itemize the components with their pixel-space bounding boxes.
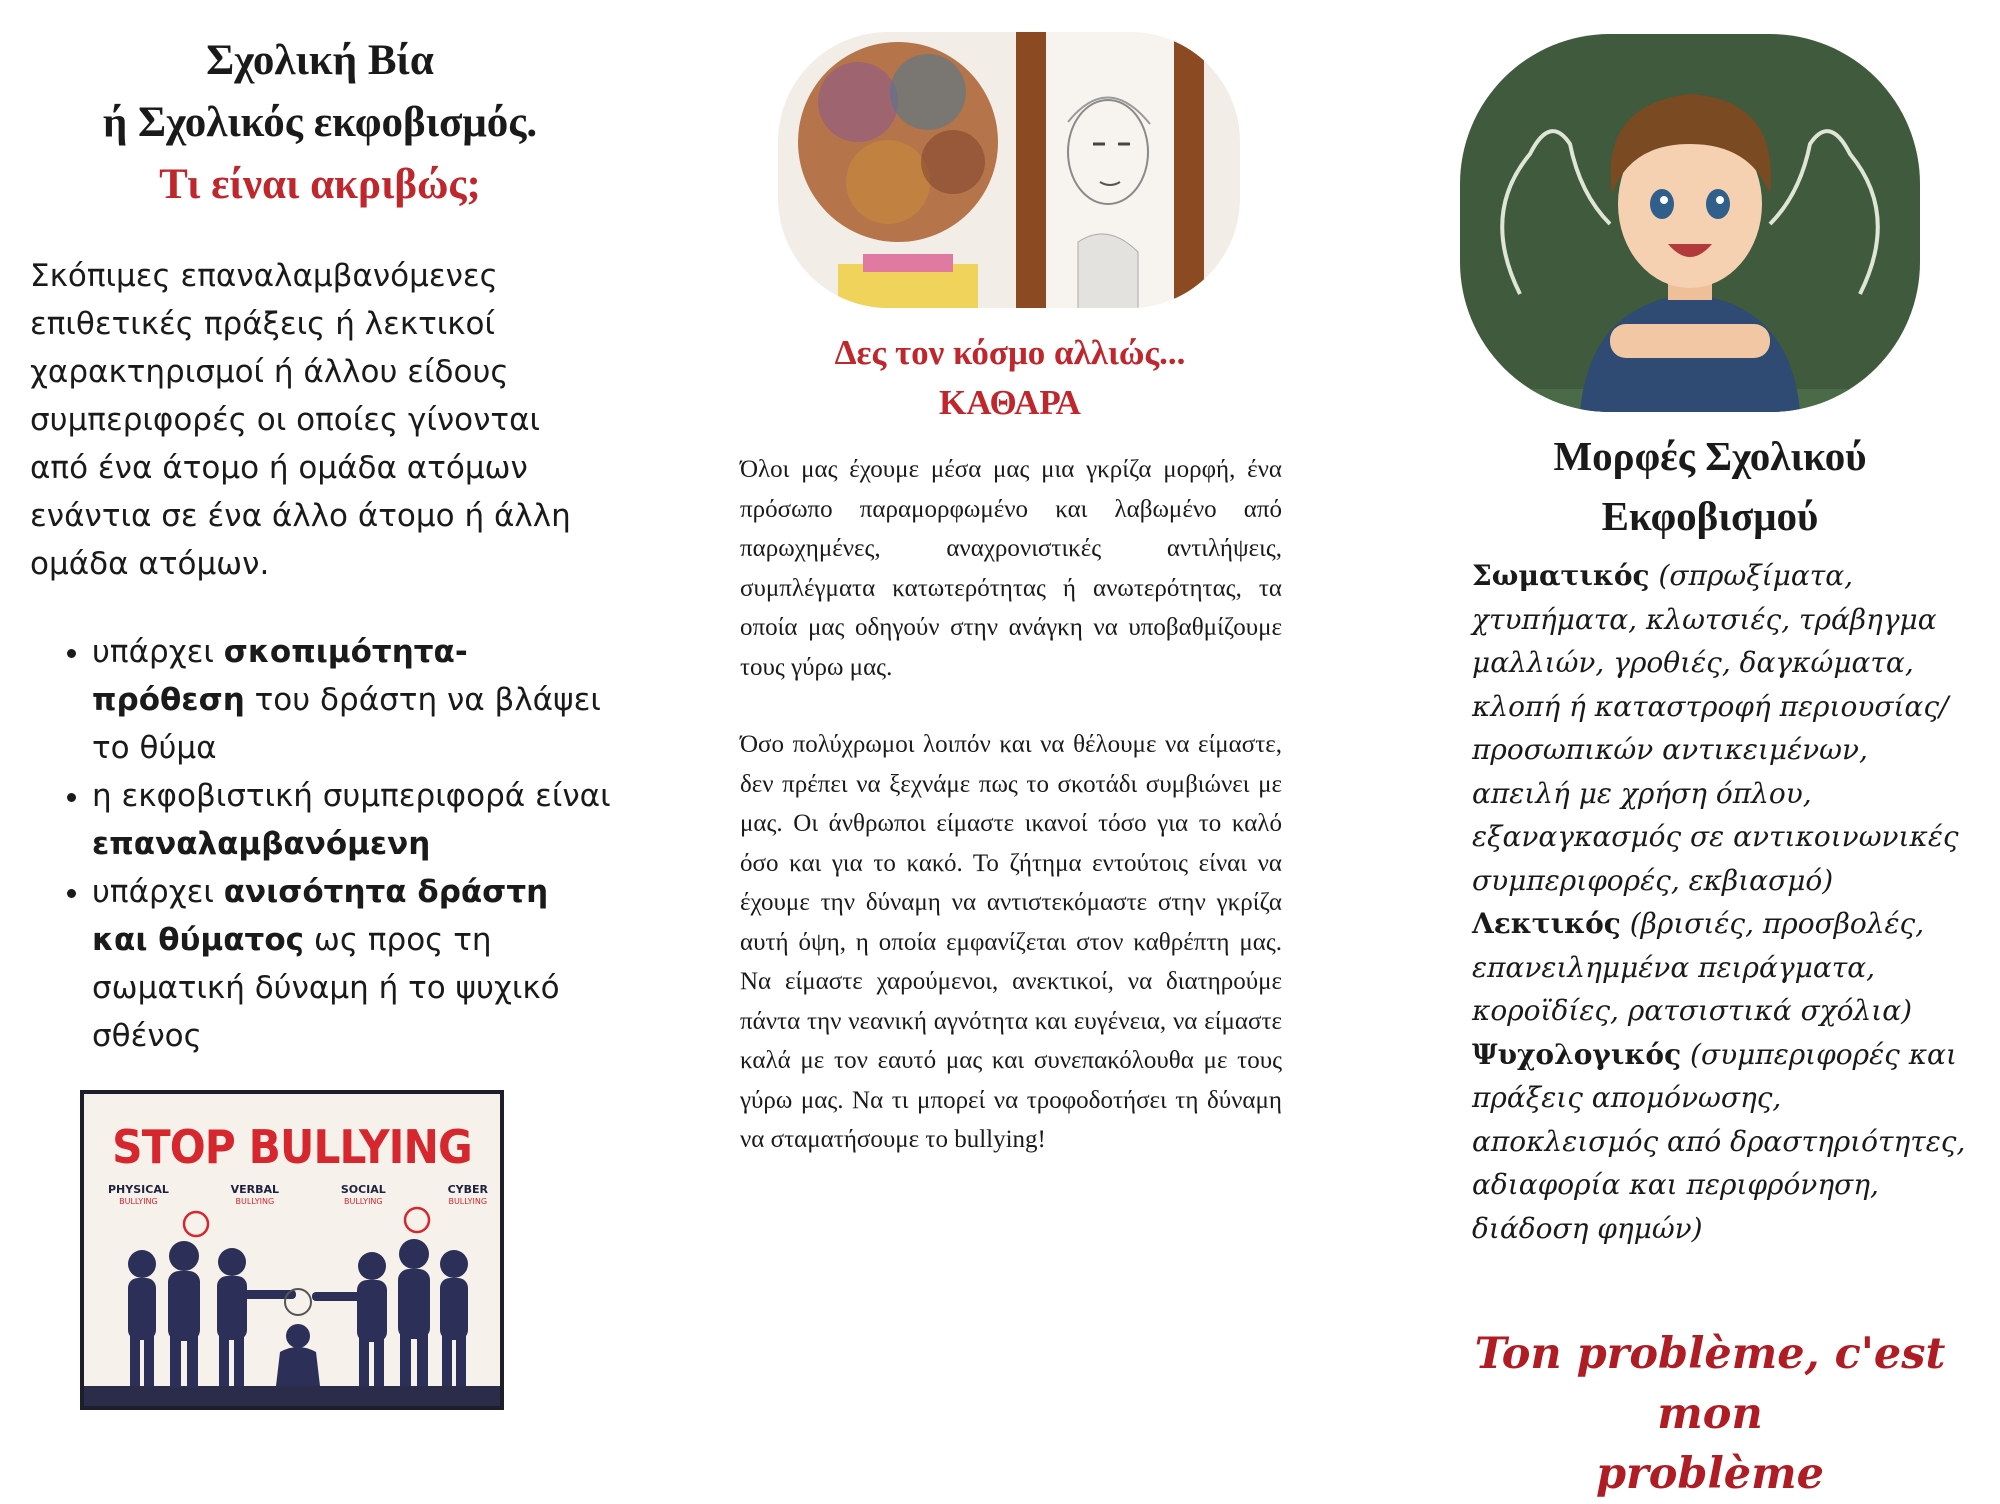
title-line1: Σχολική Βία: [206, 37, 434, 84]
mid-heading-line2: ΚΑΘΑΡΑ: [939, 383, 1081, 422]
mid-paragraph-2: Όσο πολύχρωμοι λοιπόν και να θέλουμε να είμαστε, δεν πρέπει να ξεχνάμε πως το σκοτάδι συμβιώνει με μας. Οι άνθρωποι είμαστε ικανοί τόσο για το καλό όσο και για το κακό. Το ζήτημα εντούτοις είναι να έχουμε την δύναμη να αντιστεκόμαστε στην γκρίζα αυτή όψη, η οποία εμφανίζεται στον καθρέπτη μας. Να είμαστε χαρούμενοι, ανεκτικοί, να διατηρούμε πάντα την νεανική αγνότητα και ευγένεια, να είμαστε καλά με τον εαυτό μας και συνεπακόλουθα με τους γύρω μας. Να τι μπορεί να τροφοδοτήσει τη δύναμη να σταματήσουμε το bullying!: [740, 731, 1282, 1153]
poster-type-physical: PHYSICAL BULLYING: [108, 1183, 169, 1206]
form-physical: Σωματικός (σπρωξίματα, χτυπήματα, κλωτσιές, τράβηγμα μαλλιών, γροθιές, δαγκώματα, κλοπή ή καταστροφή περιουσίας/ προσωπικών αντικειμένων, απειλή με χρήση όπλου, εξαναγκασμός σε αντικοινωνικές συμπεριφορές, εκβιασμό): [1472, 559, 1959, 897]
title-line2: ή Σχολικός εκφοβισμός.: [102, 99, 538, 146]
poster-types: [108, 1184, 488, 1208]
poster-type-cyber: CYBER BULLYING: [447, 1183, 488, 1206]
poster-type-verbal: VERBAL BULLYING: [230, 1183, 280, 1206]
form-psychological: Ψυχολογικός (συμπεριφορές και πράξεις απομόνωσης, αποκλεισμός από δραστηριότητες, αδιαφορία και περιφρόνηση, διάδοση φημών): [1472, 1037, 1966, 1245]
right-heading-line2: Εκφοβισμού: [1601, 493, 1819, 539]
form-verbal: Λεκτικός (βρισιές, προσβολές, επανειλημμένα πειράγματα, κοροϊδίες, ρατσιστικά σχόλια): [1472, 907, 1925, 1027]
stop-bullying-poster: [80, 1090, 504, 1410]
right-panel: [1420, 0, 2000, 1499]
left-panel: [0, 0, 640, 1414]
mid-paragraph-1: Όλοι μας έχουμε μέσα μας μια γκρίζα μορφή, ένα πρόσωπο παραμορφωμένο και λαβωμένο από παρωχημένες, αναχρονιστικές αντιλήψεις, συμπλέγματα κατωτερότητας ή ανωτερότητας, τα οποία μας οδηγούν στην ανάγκη να υποβαθμίζουμε τους γύρω μας.: [740, 456, 1282, 681]
middle-panel: [700, 0, 1320, 1414]
list-item: • υπάρχει σκοπιμότητα-πρόθεση του δράστη να βλάψει το θύμα: [92, 628, 612, 772]
mirror-illustration: [778, 32, 1240, 308]
bullying-forms: [1472, 554, 1972, 1250]
poster-type-social: SOCIAL BULLYING: [340, 1183, 386, 1206]
definition-text: Σκόπιμες επαναλαμβανόμενες επιθετικές πράξεις ή λεκτικοί χαρακτηρισμοί ή άλλου είδους συμπεριφορές οι οποίες γίνονται από ένα άτομο ή ομάδα ατόμων ενάντια σε ένα άλλο άτομο ή άλλη ομάδα ατόμων.: [30, 258, 571, 582]
slogan-line1: Ton problème, c'est mon: [1474, 1329, 1946, 1439]
mid-heading-line1: Δες τον κόσμο αλλιώς...: [834, 333, 1186, 372]
list-item: • η εκφοβιστική συμπεριφορά είναι επαναλαμβανόμενη: [92, 772, 612, 868]
strong-boy-illustration: [1460, 34, 1920, 412]
characteristics-list: [30, 628, 612, 1060]
left-title: [0, 30, 640, 216]
slogan-line2: problème: [1595, 1449, 1825, 1499]
right-heading-line1: Μορφές Σχολικού: [1553, 433, 1867, 479]
slogan: [1420, 1324, 2000, 1504]
list-item: • υπάρχει ανισότητα δράστη και θύματος ως προς τη σωματική δύναμη ή το ψυχικό σθένος: [92, 868, 612, 1060]
poster-title: STOP BULLYING: [112, 1120, 472, 1174]
title-question: Τι είναι ακριβώς;: [159, 161, 481, 208]
